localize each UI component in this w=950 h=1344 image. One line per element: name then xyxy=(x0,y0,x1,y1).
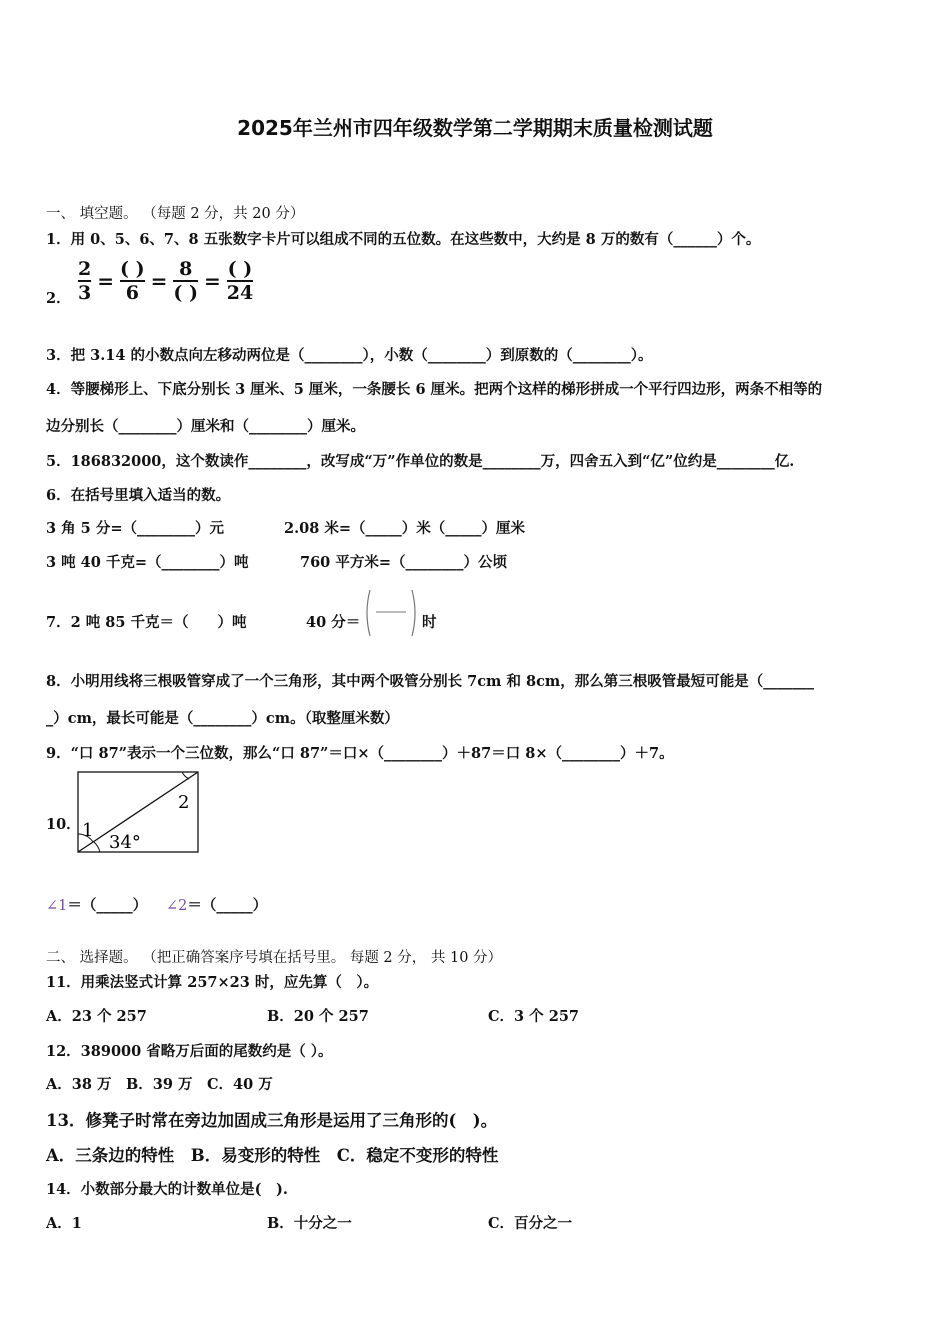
fraction-a: 2 3 xyxy=(78,258,92,304)
section1-header: 一、 填空题。 （每题 2 分，共 20 分） xyxy=(46,206,305,222)
question-2-number: 2． xyxy=(46,290,71,307)
fraction-c: 8 ( ) xyxy=(173,258,198,304)
question-6d: 760 平方米=（________）公顷 xyxy=(300,554,507,571)
question-4-line2: 边分别长（________）厘米和（________）厘米。 xyxy=(46,418,365,435)
question-10-answer-1: ∠1＝（_____） xyxy=(46,897,148,914)
blank-fraction-box xyxy=(364,588,418,638)
q12-options: A．38 万 B．39 万 C．40 万 xyxy=(46,1076,273,1093)
question-7c: 时 xyxy=(422,614,437,631)
question-8-line2: _）cm，最长可能是（________）cm。（取整厘米数） xyxy=(46,710,399,727)
question-6b: 2.08 米=（_____）米（_____）厘米 xyxy=(284,520,526,537)
q13-options: A．三条边的特性 B．易变形的特性 C．稳定不变形的特性 xyxy=(46,1146,499,1165)
angle-value-label: 34° xyxy=(109,832,141,853)
q11-option-b: B．20 个 257 xyxy=(267,1008,369,1025)
fraction-b: ( ) 6 xyxy=(120,258,145,304)
question-6: 6．在括号里填入适当的数。 xyxy=(46,487,231,504)
question-11: 11．用乘法竖式计算 257×23 时，应先算（ ）。 xyxy=(46,974,379,991)
q14-option-b: B．十分之一 xyxy=(267,1215,352,1232)
question-7b: 40 分＝ xyxy=(306,614,361,631)
fraction-d: ( ) 24 xyxy=(226,258,254,304)
angle-2-label: 2 xyxy=(178,792,190,813)
question-12: 12．389000 省略万后面的尾数约是（ ）。 xyxy=(46,1043,333,1060)
question-10-answer-2: ∠2＝（_____） xyxy=(166,897,268,914)
question-10-number: 10． xyxy=(46,816,81,833)
q11-option-a: A．23 个 257 xyxy=(46,1008,147,1025)
question-7a: 7．2 吨 85 千克＝（ ）吨 xyxy=(46,614,247,631)
section2-header: 二、 选择题。 （把正确答案序号填在括号里。 每题 2 分， 共 10 分） xyxy=(46,950,503,966)
question-6a: 3 角 5 分=（________）元 xyxy=(46,520,224,537)
question-3: 3．把 3.14 的小数点向左移动两位是（________），小数（________）到原数的（________）。 xyxy=(46,347,653,364)
question-9: 9．“口 87”表示一个三位数，那么“口 87”＝口×（________）＋87＝口 8×（________）＋7。 xyxy=(46,745,674,762)
page-title: 2025年兰州市四年级数学第二学期期末质量检测试题 xyxy=(237,116,713,140)
question-5: 5．186832000，这个数读作________，改写成“万”作单位的数是________万，四舍五入到“亿”位约是________亿. xyxy=(46,453,795,470)
question-13: 13．修凳子时常在旁边加固成三角形是运用了三角形的( )。 xyxy=(46,1111,498,1130)
question-14: 14．小数部分最大的计数单位是( ). xyxy=(46,1181,288,1198)
q14-option-a: A．1 xyxy=(46,1215,82,1232)
angle-1-label: 1 xyxy=(82,820,94,841)
question-8-line1: 8．小明用线将三根吸管穿成了一个三角形，其中两个吸管分别长 7cm 和 8cm，那么第三根吸管最短可能是（_______ xyxy=(46,673,815,690)
question-6c: 3 吨 40 千克=（________）吨 xyxy=(46,554,249,571)
angle-symbol-2: ∠2 xyxy=(166,898,188,914)
q11-option-c: C．3 个 257 xyxy=(488,1008,579,1025)
question-4-line1: 4．等腰梯形上、下底分别长 3 厘米、5 厘米，一条腰长 6 厘米。把两个这样的梯形拼成一个平行四边形，两条不相等的 xyxy=(46,381,823,398)
angle-symbol-1: ∠1 xyxy=(46,898,68,914)
question-2-fraction-equation: 2 3 = ( ) 6 = 8 ( ) = ( ) 24 xyxy=(78,258,254,304)
q14-option-c: C．百分之一 xyxy=(488,1215,573,1232)
rectangle-diagonal-figure xyxy=(76,770,202,856)
question-1: 1．用 0、5、6、7、8 五张数字卡片可以组成不同的五位数。在这些数中，大约是 8 万的数有（______）个。 xyxy=(46,231,761,248)
